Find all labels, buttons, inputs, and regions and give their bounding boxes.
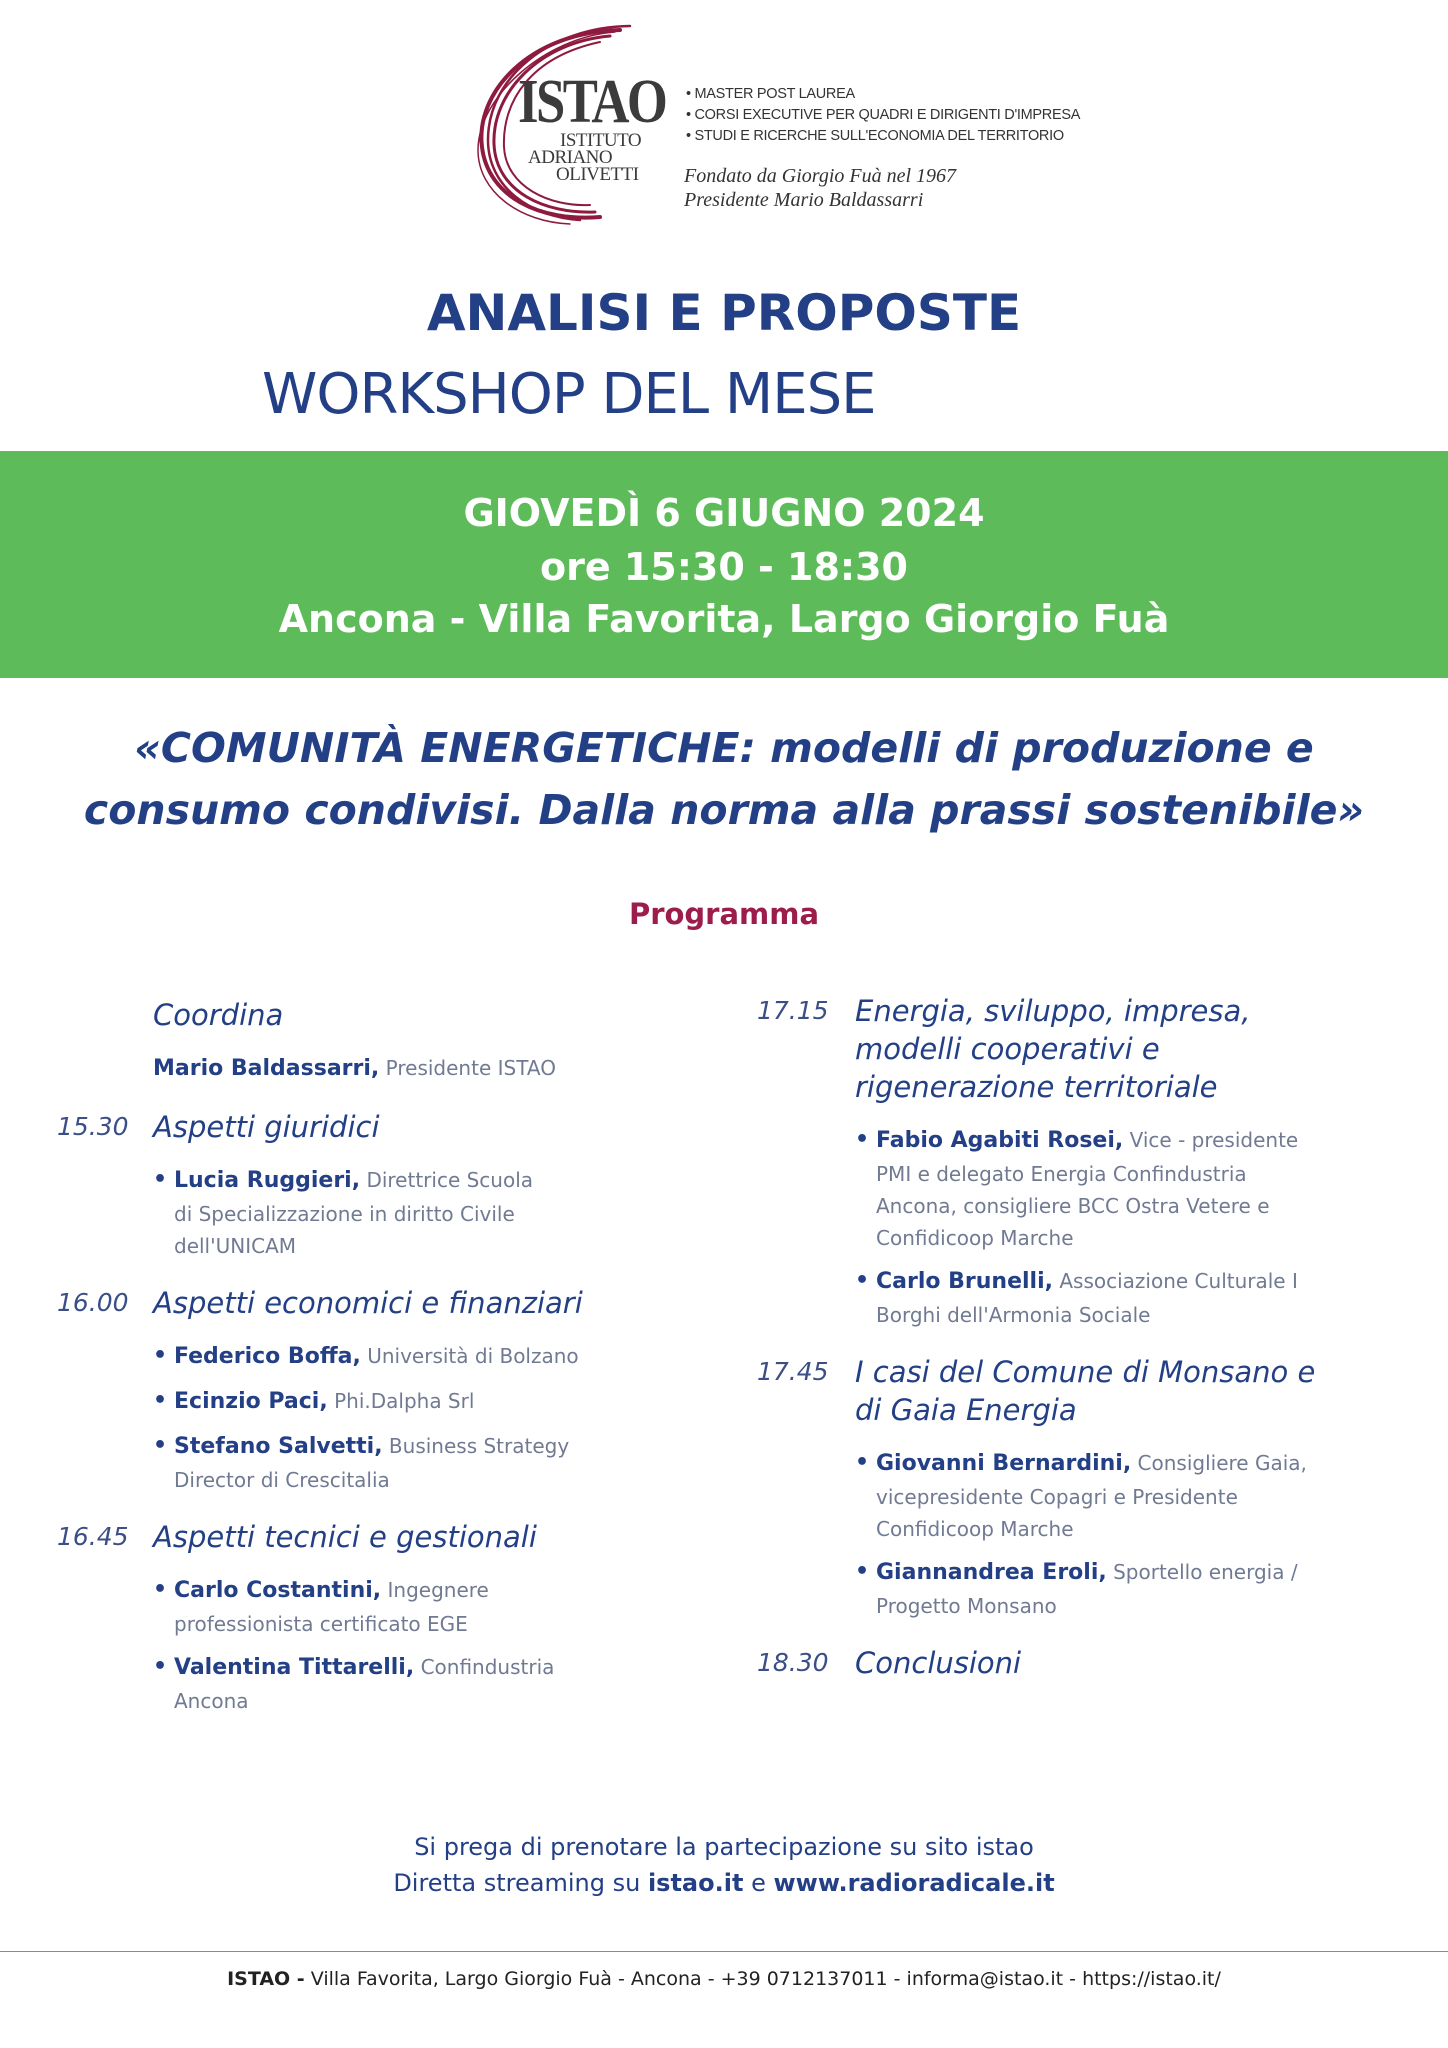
speaker-name: Stefano Salvetti, bbox=[174, 1434, 383, 1459]
speaker-name: Giovanni Bernardini, bbox=[876, 1451, 1132, 1476]
speaker-role: Associazione Culturale I bbox=[1059, 1269, 1298, 1293]
page-title: ANALISI E PROPOSTE bbox=[426, 284, 1022, 342]
speaker-role-line: di Specializzazione in diritto Civile bbox=[174, 1202, 515, 1226]
footer-contact: Villa Favorita, Largo Giorgio Fuà - Ancona - +39 0712137011 - informa@istao.it - https://istao.it/ bbox=[310, 1968, 1221, 1990]
speaker-role-line: professionista certificato EGE bbox=[174, 1612, 468, 1636]
speaker-line bbox=[174, 1339, 583, 1374]
speaker-line bbox=[174, 1429, 583, 1464]
speaker-item bbox=[855, 1264, 1315, 1331]
streaming-link-radioradicale[interactable]: www.radioradicale.it bbox=[773, 1869, 1055, 1897]
page-subtitle: WORKSHOP DEL MESE bbox=[262, 362, 876, 427]
speaker-line bbox=[876, 1123, 1315, 1158]
session-title: di Gaia Energia bbox=[855, 1393, 1077, 1427]
program-right-column bbox=[757, 992, 1316, 1682]
speaker-line bbox=[876, 1555, 1315, 1590]
event-date: GIOVEDÌ 6 GIUGNO 2024 bbox=[463, 491, 985, 535]
speaker-line bbox=[876, 1446, 1315, 1481]
speaker-list bbox=[855, 1446, 1315, 1622]
founder-text: Fondato da Giorgio Fuà nel 1967 bbox=[684, 165, 957, 187]
speaker-role-line: vicepresidente Copagri e Presidente bbox=[876, 1485, 1238, 1509]
speaker-item bbox=[855, 1555, 1315, 1622]
speaker-role-line: Confidicoop Marche bbox=[876, 1517, 1074, 1541]
bullet-icon: • bbox=[153, 1388, 168, 1413]
speaker-role-line: Ancona, consigliere BCC Ostra Vetere e bbox=[876, 1194, 1270, 1218]
speaker-name: Ecinzio Paci, bbox=[174, 1389, 328, 1414]
speaker-role-line: Director di Crescitalia bbox=[174, 1468, 390, 1492]
speaker-name: Valentina Tittarelli, bbox=[174, 1655, 415, 1680]
speaker-item bbox=[855, 1123, 1315, 1254]
program-session bbox=[57, 1518, 583, 1717]
session-title: I casi del Comune di Monsano e bbox=[855, 1355, 1316, 1389]
footer-divider bbox=[0, 1951, 1448, 1952]
speaker-item bbox=[153, 1339, 583, 1374]
bullet-icon: • bbox=[153, 1433, 168, 1458]
streaming-link-istao[interactable]: istao.it bbox=[647, 1869, 744, 1897]
speaker-item bbox=[153, 1650, 583, 1717]
session-time: 15.30 bbox=[57, 1112, 129, 1141]
session-time: 18.30 bbox=[757, 1648, 829, 1677]
speaker-role-line: Progetto Monsano bbox=[876, 1594, 1057, 1618]
speaker-item bbox=[153, 1163, 583, 1262]
event-place: Ancona - Villa Favorita, Largo Giorgio Fuà bbox=[278, 597, 1170, 641]
speaker-line bbox=[876, 1264, 1315, 1299]
booking-note: Si prega di prenotare la partecipazione su sito istao bbox=[414, 1833, 1034, 1861]
session-title: rigenerazione territoriale bbox=[855, 1070, 1218, 1104]
speaker-line bbox=[174, 1573, 583, 1608]
speaker-role: Consigliere Gaia, bbox=[1137, 1451, 1307, 1475]
speaker-list bbox=[153, 1163, 583, 1262]
speaker-name: Lucia Ruggieri, bbox=[174, 1168, 361, 1193]
streaming-note bbox=[0, 1866, 1448, 1900]
speaker-role-line: dell'UNICAM bbox=[174, 1234, 297, 1258]
speaker-name: Federico Boffa, bbox=[174, 1344, 361, 1369]
session-title: Conclusioni bbox=[855, 1646, 1022, 1680]
program-heading: Programma bbox=[628, 897, 820, 931]
bullet-icon: • bbox=[153, 1654, 168, 1679]
speaker-role: Presidente ISTAO bbox=[385, 1056, 556, 1080]
speaker-list bbox=[153, 1339, 583, 1496]
bullet-icon: • bbox=[855, 1127, 870, 1152]
program-session bbox=[153, 996, 583, 1086]
program-session bbox=[57, 1284, 583, 1496]
speaker-role-line: PMI e delegato Energia Confindustria bbox=[876, 1162, 1247, 1186]
bullet-icon: • bbox=[855, 1450, 870, 1475]
session-title: Aspetti tecnici e gestionali bbox=[153, 1520, 537, 1554]
speaker-role: Direttrice Scuola bbox=[366, 1168, 534, 1192]
session-time: 16.45 bbox=[57, 1522, 129, 1551]
streaming-prefix: Diretta streaming su bbox=[393, 1869, 641, 1897]
speaker-name: Mario Baldassarri, bbox=[153, 1056, 380, 1081]
topic-line-2: consumo condivisi. Dalla norma alla prassi sostenibile» bbox=[83, 786, 1365, 834]
bullet-icon: • bbox=[153, 1167, 168, 1192]
speaker-role-line: Ancona bbox=[174, 1689, 249, 1713]
streaming-and: e bbox=[751, 1869, 766, 1897]
speaker-role: Vice - presidente bbox=[1129, 1128, 1299, 1152]
session-time: 17.15 bbox=[757, 996, 829, 1025]
president-text: Presidente Mario Baldassarri bbox=[684, 189, 924, 211]
speaker-role-line: Borghi dell'Armonia Sociale bbox=[876, 1303, 1151, 1327]
speaker-role: Confindustria bbox=[420, 1655, 555, 1679]
speaker-item bbox=[153, 1573, 583, 1640]
program-session bbox=[757, 992, 1315, 1331]
logo-sub-3: OLIVETTI bbox=[556, 164, 639, 185]
session-time: 17.45 bbox=[757, 1357, 829, 1386]
speaker-name: Carlo Brunelli, bbox=[876, 1269, 1053, 1294]
speaker-item bbox=[153, 1429, 583, 1496]
speaker-name: Carlo Costantini, bbox=[174, 1578, 382, 1603]
session-title: Coordina bbox=[153, 998, 284, 1032]
tagline-1: • MASTER POST LAUREA bbox=[686, 86, 855, 102]
footer-address bbox=[0, 1966, 1448, 1992]
speaker-name: Giannandrea Eroli, bbox=[876, 1560, 1107, 1585]
speaker-role: Phi.Dalpha Srl bbox=[334, 1389, 475, 1413]
speaker-role-line: Confidicoop Marche bbox=[876, 1226, 1074, 1250]
logo-sub-2: ADRIANO bbox=[528, 147, 613, 168]
bullet-icon: • bbox=[153, 1343, 168, 1368]
speaker-line bbox=[174, 1650, 583, 1685]
speaker-role: Università di Bolzano bbox=[367, 1344, 579, 1368]
session-title: Aspetti economici e finanziari bbox=[153, 1286, 583, 1320]
speaker-line bbox=[174, 1163, 583, 1198]
speaker-line bbox=[174, 1384, 583, 1419]
speaker-role: Ingegnere bbox=[387, 1578, 489, 1602]
speaker-item bbox=[153, 1384, 583, 1419]
logo-sub-1: ISTITUTO bbox=[560, 130, 642, 151]
bullet-icon: • bbox=[153, 1577, 168, 1602]
speaker-list bbox=[855, 1123, 1315, 1331]
speaker-item bbox=[153, 1051, 583, 1086]
tagline-2: • CORSI EXECUTIVE PER QUADRI E DIRIGENTI D'IMPRESA bbox=[686, 107, 1081, 123]
footer-org: ISTAO - bbox=[227, 1968, 305, 1990]
session-title: modelli cooperativi e bbox=[855, 1032, 1160, 1066]
speaker-name: Fabio Agabiti Rosei, bbox=[876, 1128, 1124, 1153]
session-title: Aspetti giuridici bbox=[153, 1110, 380, 1144]
speaker-line bbox=[153, 1051, 583, 1086]
speaker-item bbox=[855, 1446, 1315, 1545]
speaker-list bbox=[153, 1573, 583, 1717]
event-time: ore 15:30 - 18:30 bbox=[540, 545, 908, 589]
program-left-column bbox=[57, 996, 583, 1717]
logo-wordmark: ISTAO bbox=[518, 68, 666, 136]
bullet-icon: • bbox=[855, 1268, 870, 1293]
topic-line-1: «COMUNITÀ ENERGETICHE: modelli di produzione e bbox=[134, 724, 1314, 772]
program-session bbox=[57, 1108, 583, 1262]
speaker-list bbox=[153, 1051, 583, 1086]
speaker-role: Sportello energia / bbox=[1113, 1560, 1298, 1584]
session-title: Energia, sviluppo, impresa, bbox=[855, 994, 1251, 1028]
program-session bbox=[757, 1353, 1316, 1622]
tagline-3: • STUDI E RICERCHE SULL'ECONOMIA DEL TERRITORIO bbox=[686, 128, 1064, 144]
speaker-role: Business Strategy bbox=[388, 1434, 570, 1458]
program-session bbox=[757, 1644, 1315, 1682]
session-time: 16.00 bbox=[57, 1288, 129, 1317]
bullet-icon: • bbox=[855, 1559, 870, 1584]
